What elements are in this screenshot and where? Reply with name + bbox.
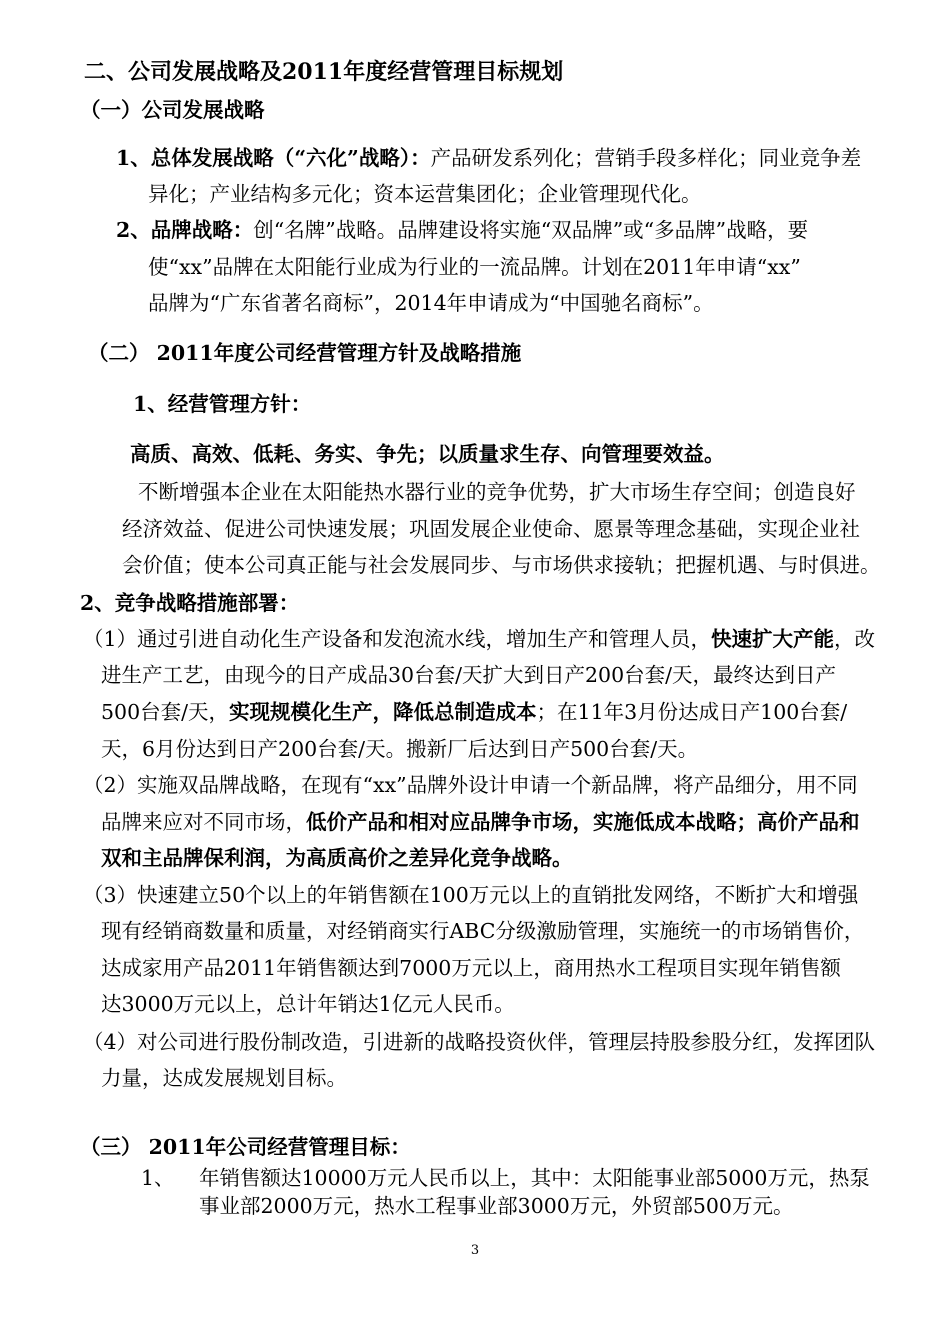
measure-4-line2: 力量，达成发展规划目标。	[101, 1066, 347, 1090]
strategy-item-2-line2: 使“xx”品牌在太阳能行业成为行业的一流品牌。计划在2011年申请“xx”	[148, 255, 801, 279]
measure-1-bold-a: 快速扩大产能	[711, 627, 835, 651]
goal-1-number: 1、	[141, 1166, 175, 1190]
subsection-heading-goals: （三） 2011年公司经营管理目标：	[80, 1135, 411, 1159]
measure-2: （2）实施双品牌战略，在现有“xx”品牌外设计申请一个新品牌，将产品细分，用不同	[83, 773, 858, 797]
measure-1-text-a: （1）通过引进自动化生产设备和发泡流水线，增加生产和管理人员，	[83, 627, 712, 651]
policy-motto: 高质、高效、低耗、务实、争先；以质量求生存、向管理要效益。	[130, 442, 725, 466]
strategy-item-2-label: 2、品牌战略：	[116, 218, 254, 242]
strategy-item-2-text: 创“名牌”战略。品牌建设将实施“双品牌”或“多品牌”战略，要	[253, 218, 809, 242]
subsection-heading-policy: （二） 2011年度公司经营管理方针及战略措施	[88, 341, 522, 365]
measure-2-line2-a: 品牌来应对不同市场，	[101, 810, 306, 834]
measure-1-text-b: ，改	[834, 627, 876, 651]
goal-1-line1: 年销售额达10000万元人民币以上，其中：太阳能事业部5000万元，热泵	[199, 1166, 870, 1190]
measure-3-line4: 达3000万元以上，总计年销达1亿元人民币。	[101, 992, 515, 1016]
policy-text-line2: 经济效益、促进公司快速发展；巩固发展企业使命、愿景等理念基础，实现企业社	[122, 517, 860, 541]
measure-3: （3）快速建立50个以上的年销售额在100万元以上的直销批发网络，不断扩大和增强	[83, 883, 859, 907]
strategy-item-2-line3: 品牌为“广东省著名商标”，2014年申请成为“中国驰名商标”。	[148, 291, 714, 315]
measure-3-line2: 现有经销商数量和质量，对经销商实行ABC分级激励管理，实施统一的市场销售价，	[101, 919, 865, 943]
strategy-item-1-text: 产品研发系列化；营销手段多样化；同业竞争差	[430, 146, 862, 170]
measure-2-line2-bold: 低价产品和相对应品牌争市场，实施低成本战略；高价产品和	[306, 810, 860, 834]
measure-1	[83, 624, 875, 654]
measure-2-line3: 双和主品牌保利润，为高质高价之差异化竞争战略。	[101, 846, 573, 870]
measure-1-line4: 天，6月份达到日产200台套/天。搬新厂后达到日产500台套/天。	[101, 737, 699, 761]
measure-1-line2: 进生产工艺，由现今的日产成品30台套/天扩大到日产200台套/天，最终达到日产	[101, 663, 837, 687]
measure-1-line3-a: 500台套/天，	[101, 700, 230, 724]
strategy-item-1	[116, 143, 861, 173]
measure-1-line3-bold: 实现规模化生产，降低总制造成本	[229, 700, 537, 724]
strategy-item-2	[116, 215, 808, 245]
measure-1-line3-c: ；在11年3月份达成日产100台套/	[536, 700, 848, 724]
policy-text-line1: 不断增强本企业在太阳能热水器行业的竞争优势，扩大市场生存空间；创造良好	[138, 480, 856, 504]
strategy-item-1-label: 1、总体发展战略（“六化”战略）：	[116, 146, 431, 170]
policy-heading: 1、经营管理方针：	[133, 392, 312, 416]
measures-heading: 2、竞争战略措施部署：	[80, 591, 300, 615]
policy-text-line3: 会价值；使本公司真正能与社会发展同步、与市场供求接轨；把握机遇、与时俱进。	[122, 553, 881, 577]
measure-2-line2	[101, 807, 860, 837]
section-title: 二、公司发展战略及2011年度经营管理目标规划	[84, 59, 564, 85]
strategy-item-1-line2: 异化；产业结构多元化；资本运营集团化；企业管理现代化。	[148, 182, 702, 206]
subsection-heading-strategy: （一）公司发展战略	[80, 98, 265, 122]
measure-3-line3: 达成家用产品2011年销售额达到7000万元以上，商用热水工程项目实现年销售额	[101, 956, 841, 980]
measure-1-line3	[101, 697, 847, 727]
goal-1-line2: 事业部2000万元，热水工程事业部3000万元，外贸部500万元。	[199, 1194, 794, 1218]
measure-4: （4）对公司进行股份制改造，引进新的战略投资伙伴，管理层持股参股分红，发挥团队	[83, 1030, 876, 1054]
page-number: 3	[470, 1243, 480, 1258]
